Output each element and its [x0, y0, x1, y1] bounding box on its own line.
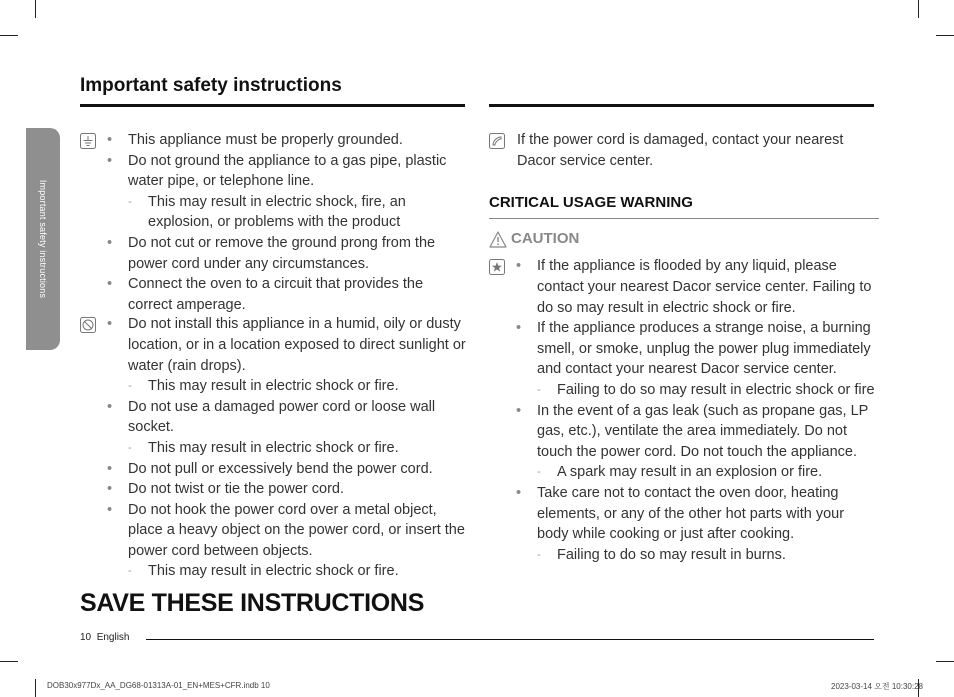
power-note-text: If the power cord is damaged, contact your nearest Dacor service center.: [517, 132, 844, 169]
save-instructions-title: SAVE THESE INSTRUCTIONS: [80, 589, 425, 617]
caution-label: [489, 229, 879, 250]
sub-item: - A spark may result in an explosion or fire.: [557, 462, 879, 483]
list-item-text: Take care not to contact the oven door, heating elements, or any of the other hot parts with your body while cooking or just after cooking.: [537, 484, 845, 543]
crop-mark: [936, 661, 954, 662]
crop-mark: [35, 679, 36, 697]
crop-mark: [0, 661, 18, 662]
sub-item: - This may result in electric shock or fire.: [148, 438, 470, 459]
page-footer: [80, 632, 130, 643]
list-item: [128, 151, 470, 233]
list-item: [128, 397, 470, 459]
crop-mark: [35, 0, 36, 18]
sub-item: - This may result in electric shock, fire, an explosion, or problems with the product: [148, 192, 470, 233]
list-item-text: Do not ground the appliance to a gas pipe, plastic water pipe, or telephone line.: [128, 152, 447, 190]
sub-item: - This may result in electric shock or fire.: [148, 376, 470, 397]
crop-mark: [918, 0, 919, 18]
print-datetime: 2023-03-14 오전 10:30:28: [831, 682, 923, 691]
left-column: [80, 130, 470, 582]
critical-usage-heading: CRITICAL USAGE WARNING: [489, 193, 879, 219]
list-item-text: If the appliance produces a strange noise, a burning smell, or smoke, unplug the power plug immediately and contact your nearest Dacor service center.: [537, 320, 871, 378]
list-item: • This appliance must be properly grounded.: [128, 130, 470, 151]
list-item: [537, 401, 879, 483]
print-file-info: DOB30x977Dx_AA_DG68-01313A-01_EN+MES+CFR.indb 10: [47, 681, 270, 690]
crop-mark: [936, 35, 954, 36]
header-rule-left: [80, 104, 465, 107]
list-item: [537, 318, 879, 400]
header-rule-right: [489, 104, 874, 107]
sub-item: - Failing to do so may result in electric shock or fire: [557, 380, 879, 401]
crop-mark: [0, 35, 18, 36]
prohibition-group: [80, 314, 470, 582]
side-tab: [26, 128, 60, 350]
page-number: 10: [80, 632, 92, 643]
list-item: [128, 500, 470, 582]
warning-triangle-icon: [489, 231, 507, 248]
ground-icon: [80, 133, 96, 149]
caution-group: [489, 256, 879, 565]
list-item: • Do not pull or excessively bend the power cord.: [128, 459, 470, 480]
list-item-text: Do not use a damaged power cord or loose wall socket.: [128, 398, 436, 436]
footer-rule: [146, 639, 874, 640]
list-item: • Connect the oven to a circuit that provides the correct amperage.: [128, 274, 470, 315]
list-item: • Do not twist or tie the power cord.: [128, 479, 470, 500]
list-item: [537, 483, 879, 565]
star-icon: [489, 259, 505, 275]
list-item: [128, 314, 470, 396]
list-item: • If the appliance is flooded by any liquid, please contact your nearest Dacor service center. Failing to do so may result in electric shock or fire.: [537, 256, 879, 318]
list-item-text: Do not install this appliance in a humid, oily or dusty location, or in a location exposed to direct sunlight or water (rain drops).: [128, 316, 466, 374]
side-tab-label: Important safety instructions: [38, 179, 48, 299]
list-item-text: Do not hook the power cord over a metal object, place a heavy object on the power cord, or insert the power cord between objects.: [128, 501, 465, 559]
footer-language: English: [96, 632, 130, 643]
section-title: Important safety instructions: [80, 75, 342, 96]
phone-icon: [489, 133, 505, 149]
sub-item: - Failing to do so may result in burns.: [557, 545, 879, 566]
ground-group: [80, 130, 470, 315]
power-cord-note: [489, 130, 879, 171]
sub-item: - This may result in electric shock or fire.: [148, 561, 470, 582]
right-column: [489, 130, 879, 565]
list-item: • Do not cut or remove the ground prong from the power cord under any circumstances.: [128, 233, 470, 274]
prohibition-icon: [80, 317, 96, 333]
list-item-text: In the event of a gas leak (such as propane gas, LP gas, etc.), ventilate the area immediately. Do not touch the power cord. Do not touch the appliance.: [537, 402, 869, 460]
caution-text: CAUTION: [511, 229, 580, 247]
